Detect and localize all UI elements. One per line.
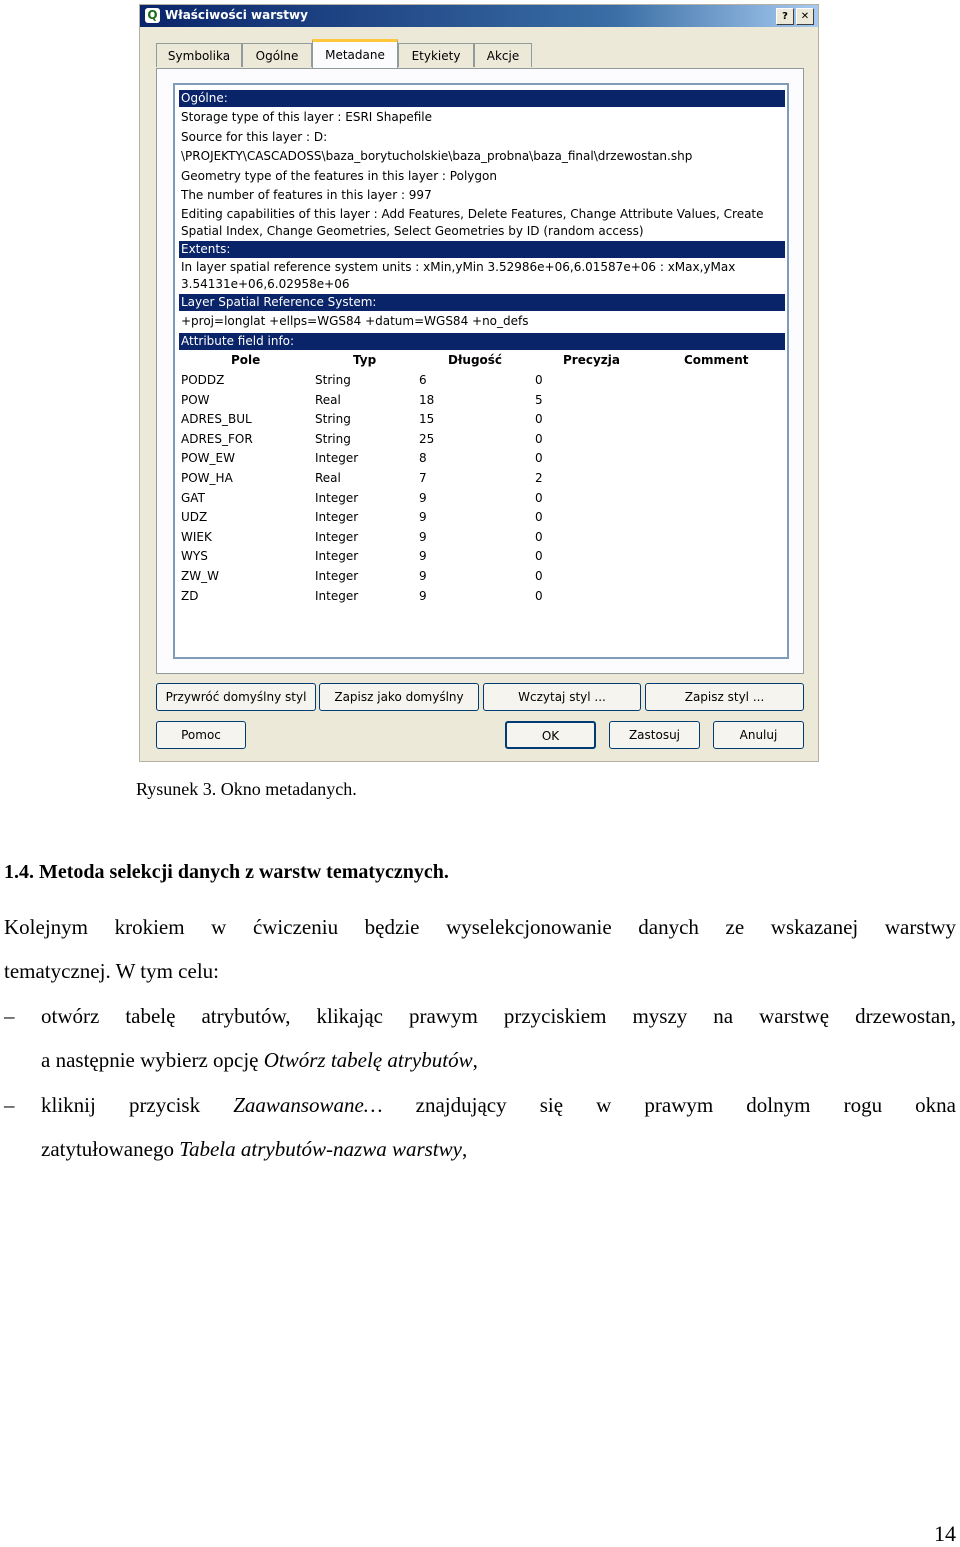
field-precision-cell: 0 <box>535 588 543 603</box>
tab-etykiety[interactable]: Etykiety <box>398 43 474 67</box>
table-row <box>179 569 785 589</box>
list-dash-2: – <box>4 1093 15 1117</box>
tab-symbolika[interactable]: Symbolika <box>156 43 242 67</box>
cancel-button[interactable]: Anuluj <box>713 721 804 749</box>
table-row <box>179 491 785 511</box>
field-precision-cell: 0 <box>535 451 543 466</box>
field-type-cell: Integer <box>315 529 359 544</box>
item-2b-text-b: , <box>461 1137 468 1161</box>
col-header-precyzja: Precyzja <box>563 353 620 367</box>
page-number: 14 <box>934 1521 956 1546</box>
item-2-emphasis: Zaawansowane… <box>233 1093 383 1117</box>
tab-metadane[interactable]: Metadane <box>312 39 398 68</box>
field-length-cell: 9 <box>419 549 427 564</box>
field-length-cell: 9 <box>419 510 427 525</box>
field-precision-cell: 0 <box>535 568 543 583</box>
field-precision-cell: 0 <box>535 549 543 564</box>
field-precision-cell: 0 <box>535 431 543 446</box>
field-length-cell: 6 <box>419 373 427 387</box>
help-button[interactable]: Pomoc <box>156 721 246 749</box>
apply-button[interactable]: Zastosuj <box>609 721 700 749</box>
table-row <box>179 412 785 432</box>
item-2b-emphasis: Tabela atrybutów-nazwa warstwy <box>179 1137 462 1161</box>
field-type-cell: String <box>315 431 351 446</box>
table-row <box>179 451 785 471</box>
field-type-cell: Integer <box>315 588 359 603</box>
col-header-dlugosc: Długość <box>448 353 503 367</box>
save-style-button[interactable]: Zapisz styl ... <box>645 683 804 711</box>
field-type-cell: String <box>315 412 351 427</box>
table-row <box>179 373 785 393</box>
ok-button[interactable]: OK <box>505 721 596 749</box>
field-name-cell: UDZ <box>181 510 208 525</box>
paragraph-line-2: tematycznej. W tym celu: <box>4 959 219 983</box>
field-name-cell: ADRES_BUL <box>181 412 252 427</box>
item-2b-text-a: zatytułowanego <box>41 1137 180 1161</box>
table-row <box>179 432 785 452</box>
item-2-text-a: kliknij przycisk <box>41 1093 234 1117</box>
tab-akcje[interactable]: Akcje <box>474 43 532 67</box>
section-header-general: Ogólne: <box>179 90 785 107</box>
qgis-app-icon: Q <box>145 8 160 23</box>
load-style-button[interactable]: Wczytaj styl ... <box>483 683 641 711</box>
field-name-cell: WYS <box>181 549 208 564</box>
table-row <box>179 471 785 491</box>
field-precision-cell: 0 <box>535 412 543 427</box>
field-name-cell: ZD <box>181 588 199 603</box>
attribute-field-table <box>179 353 785 608</box>
field-length-cell: 9 <box>419 490 427 505</box>
field-type-cell: String <box>315 373 351 387</box>
list-item-2-line-2 <box>41 1137 956 1162</box>
field-length-cell: 15 <box>419 412 435 427</box>
paragraph-line-1: Kolejnym krokiem w ćwiczeniu będzie wyselekcjonowanie danych ze wskazanej warstwy <box>4 915 956 939</box>
item-1-emphasis: Otwórz tabelę atrybutów <box>263 1048 473 1072</box>
tab-ogolne[interactable]: Ogólne <box>242 43 312 67</box>
field-type-cell: Integer <box>315 549 359 564</box>
field-length-cell: 8 <box>419 451 427 466</box>
feature-count-line: The number of features in this layer : 997 <box>181 188 432 203</box>
field-precision-cell: 0 <box>535 373 543 387</box>
field-name-cell: POW_HA <box>181 470 233 485</box>
field-precision-cell: 0 <box>535 490 543 505</box>
field-length-cell: 9 <box>419 529 427 544</box>
field-name-cell: POW_EW <box>181 451 235 466</box>
dialog-titlebar <box>140 5 818 27</box>
table-row <box>179 549 785 569</box>
section-header-extents: Extents: <box>179 241 785 258</box>
field-length-cell: 25 <box>419 431 435 446</box>
layer-properties-dialog <box>139 4 819 762</box>
field-length-cell: 18 <box>419 392 435 407</box>
field-name-cell: GAT <box>181 490 205 505</box>
field-name-cell: ZW_W <box>181 568 219 583</box>
attribute-table-body <box>179 373 785 608</box>
list-dash-1: – <box>4 1004 15 1028</box>
col-header-typ: Typ <box>353 353 377 367</box>
table-row <box>179 510 785 530</box>
field-type-cell: Integer <box>315 568 359 583</box>
list-item-1-line-2 <box>41 1048 956 1073</box>
srs-line: +proj=longlat +ellps=WGS84 +datum=WGS84 +no_defs <box>181 313 529 328</box>
field-precision-cell: 0 <box>535 529 543 544</box>
field-type-cell: Real <box>315 470 341 485</box>
table-row <box>179 530 785 550</box>
dialog-title: Właściwości warstwy <box>165 8 308 22</box>
extents-line: In layer spatial reference system units : xMin,yMin 3.52986e+06,6.01587e+06 : xMax,yMax 3.54131e+06,6.02958e+06 <box>181 259 736 291</box>
storage-type-line: Storage type of this layer : ESRI Shapefile <box>181 110 432 124</box>
field-name-cell: WIEK <box>181 529 212 544</box>
field-name-cell: POW <box>181 392 210 407</box>
field-length-cell: 9 <box>419 568 427 583</box>
metadata-tab-panel <box>156 68 804 674</box>
field-name-cell: ADRES_FOR <box>181 431 253 446</box>
field-name-cell: PODDZ <box>181 373 225 387</box>
col-header-pole: Pole <box>231 353 261 367</box>
col-header-comment: Comment <box>684 353 749 367</box>
field-type-cell: Real <box>315 392 341 407</box>
field-type-cell: Integer <box>315 510 359 525</box>
metadata-text-view[interactable] <box>173 83 789 659</box>
restore-default-style-button[interactable]: Przywróć domyślny styl <box>156 683 316 711</box>
source-label-line: Source for this layer : D: <box>181 129 328 144</box>
item-1-text-a: a następnie wybierz opcję <box>41 1048 264 1072</box>
item-2-text-b: znajdujący się w prawym dolnym rogu okna <box>382 1093 956 1117</box>
section-header-attributes: Attribute field info: <box>179 333 785 350</box>
list-item-1-line-1: otwórz tabelę atrybutów, klikając prawym przyciskiem myszy na warstwę drzewostan, <box>41 1004 956 1028</box>
table-row <box>179 393 785 413</box>
close-icon[interactable]: ✕ <box>796 8 814 25</box>
editing-capabilities-line: Editing capabilities of this layer : Add Features, Delete Features, Change Attribute Values, Create Spatial Index, Change Geometries, Select Geometries by ID (random access) <box>181 206 764 238</box>
section-heading: 1.4. Metoda selekcji danych z warstw tematycznych. <box>4 861 449 883</box>
geometry-type-line: Geometry type of the features in this layer : Polygon <box>181 168 497 183</box>
save-as-default-button[interactable]: Zapisz jako domyślny <box>319 683 479 711</box>
field-precision-cell: 2 <box>535 470 543 485</box>
field-length-cell: 9 <box>419 588 427 603</box>
field-type-cell: Integer <box>315 490 359 505</box>
list-item-2-line-1 <box>41 1093 956 1118</box>
figure-caption: Rysunek 3. Okno metadanych. <box>136 779 357 799</box>
attribute-table-header <box>179 353 785 373</box>
field-precision-cell: 0 <box>535 510 543 525</box>
field-type-cell: Integer <box>315 451 359 466</box>
source-path-line: \PROJEKTY\CASCADOSS\baza_borytucholskie\baza_probna\baza_final\drzewostan.shp <box>181 149 693 164</box>
field-length-cell: 7 <box>419 470 427 485</box>
section-header-srs: Layer Spatial Reference System: <box>179 294 785 311</box>
table-row <box>179 589 785 609</box>
item-1-text-b: , <box>472 1048 478 1072</box>
field-precision-cell: 5 <box>535 392 543 407</box>
metadata-content <box>179 89 785 351</box>
help-title-button[interactable]: ? <box>776 8 794 25</box>
